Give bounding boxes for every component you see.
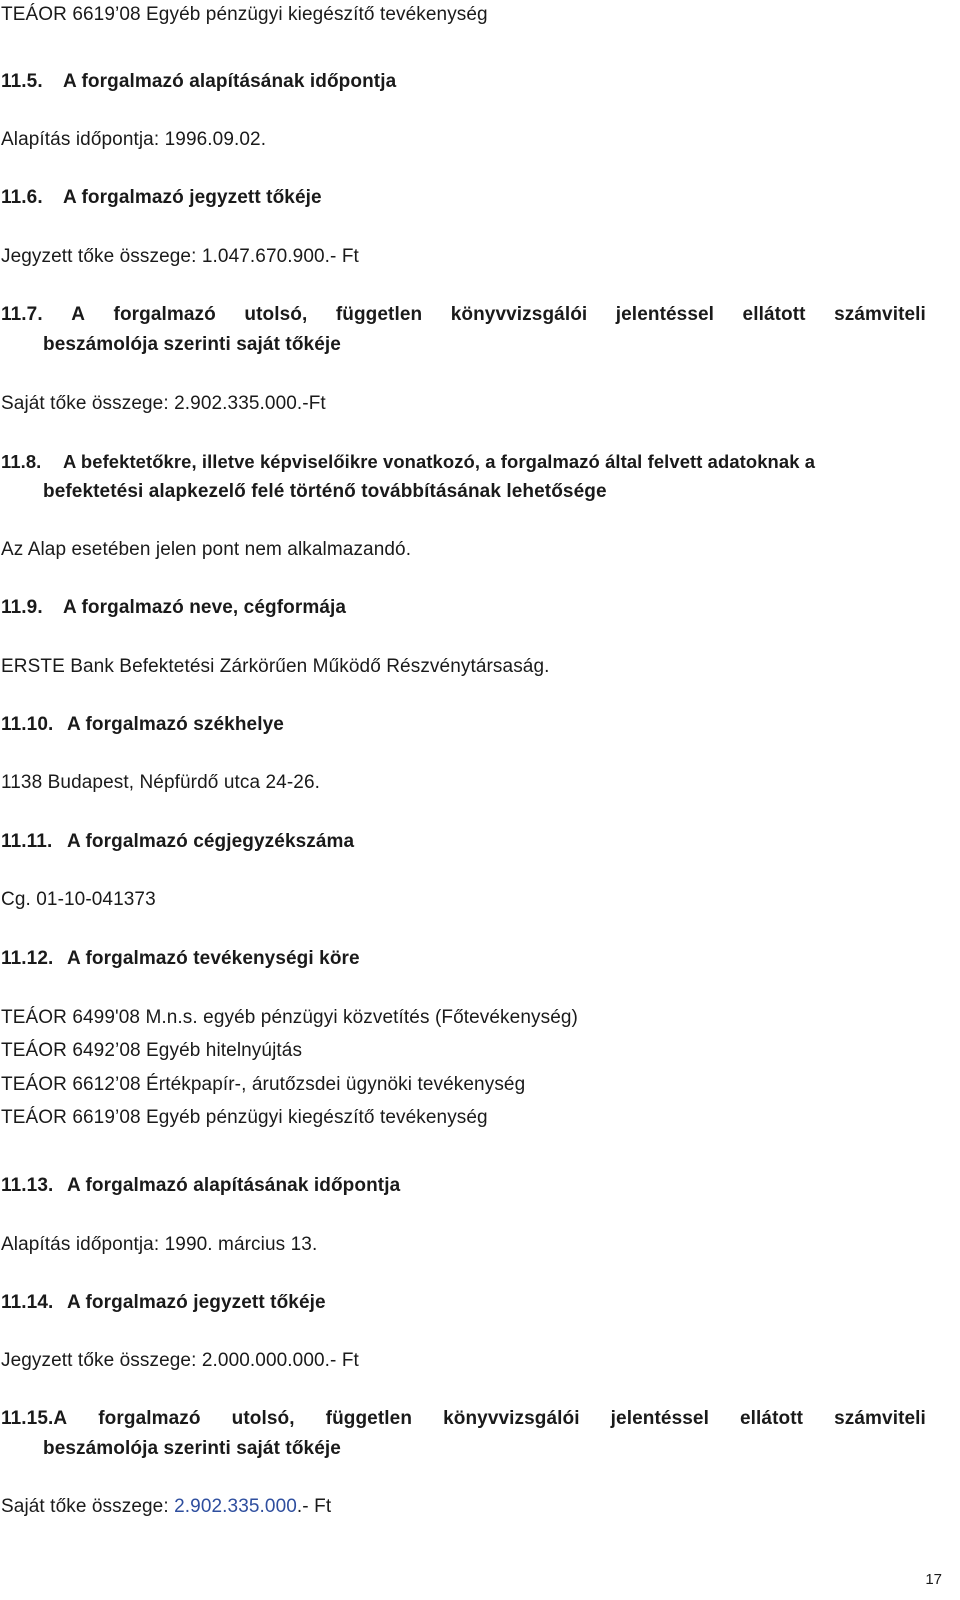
distributor-name-line: ERSTE Bank Befektetési Zárkörűen Működő Részvénytársaság. bbox=[1, 656, 550, 677]
heading-word: független bbox=[325, 1408, 413, 1429]
heading-word: jelentéssel bbox=[610, 1408, 709, 1429]
not-applicable-line: Az Alap esetében jelen pont nem alkalmazandó. bbox=[1, 539, 412, 560]
founding-date-line: Alapítás időpontja: 1990. március 13. bbox=[1, 1234, 318, 1255]
page-number: 17 bbox=[925, 1571, 942, 1588]
section-number: 11.8. bbox=[1, 451, 42, 472]
section-heading-11-9 bbox=[1, 597, 940, 619]
heading-word: könyvvizsgálói bbox=[443, 1408, 580, 1429]
section-title: A forgalmazó alapításának időpontja bbox=[63, 71, 397, 92]
section-title: A forgalmazó jegyzett tőkéje bbox=[63, 187, 322, 208]
activity-line: TEÁOR 6499'08 M.n.s. egyéb pénzügyi közvetítés (Főtevékenység) bbox=[1, 1007, 578, 1028]
section-heading-11-13 bbox=[1, 1175, 940, 1197]
section-title: A befektetőkre, illetve képviselőikre vonatkozó, a forgalmazó által felvett adatoknak a bbox=[63, 451, 816, 472]
equity-suffix: .- Ft bbox=[296, 1496, 332, 1517]
section-heading-11-15-cont: beszámolója szerinti saját tőkéje bbox=[43, 1438, 341, 1459]
section-number: 11.6. bbox=[1, 187, 43, 208]
address-line: 1138 Budapest, Népfürdő utca 24-26. bbox=[1, 772, 320, 793]
section-title: A forgalmazó alapításának időpontja bbox=[67, 1175, 401, 1196]
section-heading-11-15 bbox=[1, 1408, 926, 1430]
section-heading-11-14 bbox=[1, 1292, 940, 1314]
section-heading-11-10 bbox=[1, 714, 940, 736]
heading-word: könyvvizsgálói bbox=[450, 304, 588, 325]
section-title: A forgalmazó székhelye bbox=[67, 714, 284, 735]
heading-word: független bbox=[335, 304, 423, 325]
section-number: 11.12. bbox=[1, 948, 54, 969]
equity-line bbox=[1, 1496, 940, 1518]
section-heading-11-7 bbox=[1, 304, 926, 326]
section-heading-11-8-cont: befektetési alapkezelő felé történő továbbításának lehetősége bbox=[43, 481, 607, 502]
section-heading-11-8 bbox=[1, 451, 940, 473]
registered-capital-line: Jegyzett tőke összege: 1.047.670.900.- Ft bbox=[1, 246, 359, 267]
section-number: 11.15.A bbox=[1, 1408, 68, 1429]
section-number: 11.7. bbox=[1, 304, 43, 325]
activity-line: TEÁOR 6492’08 Egyéb hitelnyújtás bbox=[1, 1040, 303, 1061]
heading-word: A bbox=[71, 304, 86, 325]
activity-line: TEÁOR 6612’08 Értékpapír-, árutőzsdei ügynöki tevékenység bbox=[1, 1074, 526, 1095]
heading-word: utolsó, bbox=[231, 1408, 295, 1429]
registered-capital-line: Jegyzett tőke összege: 2.000.000.000.- Ft bbox=[1, 1350, 359, 1371]
section-heading-11-6 bbox=[1, 187, 940, 209]
equity-label: Saját tőke összege: bbox=[1, 1496, 175, 1517]
company-registration-line: Cg. 01-10-041373 bbox=[1, 889, 156, 910]
section-number: 11.9. bbox=[1, 597, 43, 618]
section-number: 11.14. bbox=[1, 1292, 54, 1313]
section-heading-11-7-cont: beszámolója szerinti saját tőkéje bbox=[43, 334, 341, 355]
activity-line: TEÁOR 6619’08 Egyéb pénzügyi kiegészítő tevékenység bbox=[1, 1107, 488, 1128]
section-heading-11-11 bbox=[1, 831, 940, 853]
section-number: 11.13. bbox=[1, 1175, 54, 1196]
section-title: A forgalmazó jegyzett tőkéje bbox=[67, 1292, 326, 1313]
activity-line: TEÁOR 6619’08 Egyéb pénzügyi kiegészítő tevékenység bbox=[1, 4, 488, 25]
section-number: 11.5. bbox=[1, 71, 43, 92]
founding-date-line: Alapítás időpontja: 1996.09.02. bbox=[1, 129, 267, 150]
heading-word: forgalmazó bbox=[113, 304, 216, 325]
section-heading-11-5 bbox=[1, 71, 940, 93]
section-number: 11.11. bbox=[1, 831, 53, 852]
equity-line: Saját tőke összege: 2.902.335.000.-Ft bbox=[1, 393, 326, 414]
section-title: A forgalmazó neve, cégformája bbox=[63, 597, 347, 618]
section-heading-11-12 bbox=[1, 948, 940, 970]
section-title: A forgalmazó tevékenységi köre bbox=[67, 948, 360, 969]
heading-word: számviteli bbox=[834, 1408, 926, 1429]
equity-value: 2.902.335.000 bbox=[174, 1496, 297, 1517]
section-title: A forgalmazó cégjegyzékszáma bbox=[67, 831, 355, 852]
heading-word: forgalmazó bbox=[98, 1408, 201, 1429]
section-number: 11.10. bbox=[1, 714, 54, 735]
heading-word: számviteli bbox=[834, 304, 926, 325]
heading-word: jelentéssel bbox=[615, 304, 715, 325]
heading-word: utolsó, bbox=[244, 304, 308, 325]
heading-word: ellátott bbox=[739, 1408, 804, 1429]
heading-word: ellátott bbox=[742, 304, 806, 325]
